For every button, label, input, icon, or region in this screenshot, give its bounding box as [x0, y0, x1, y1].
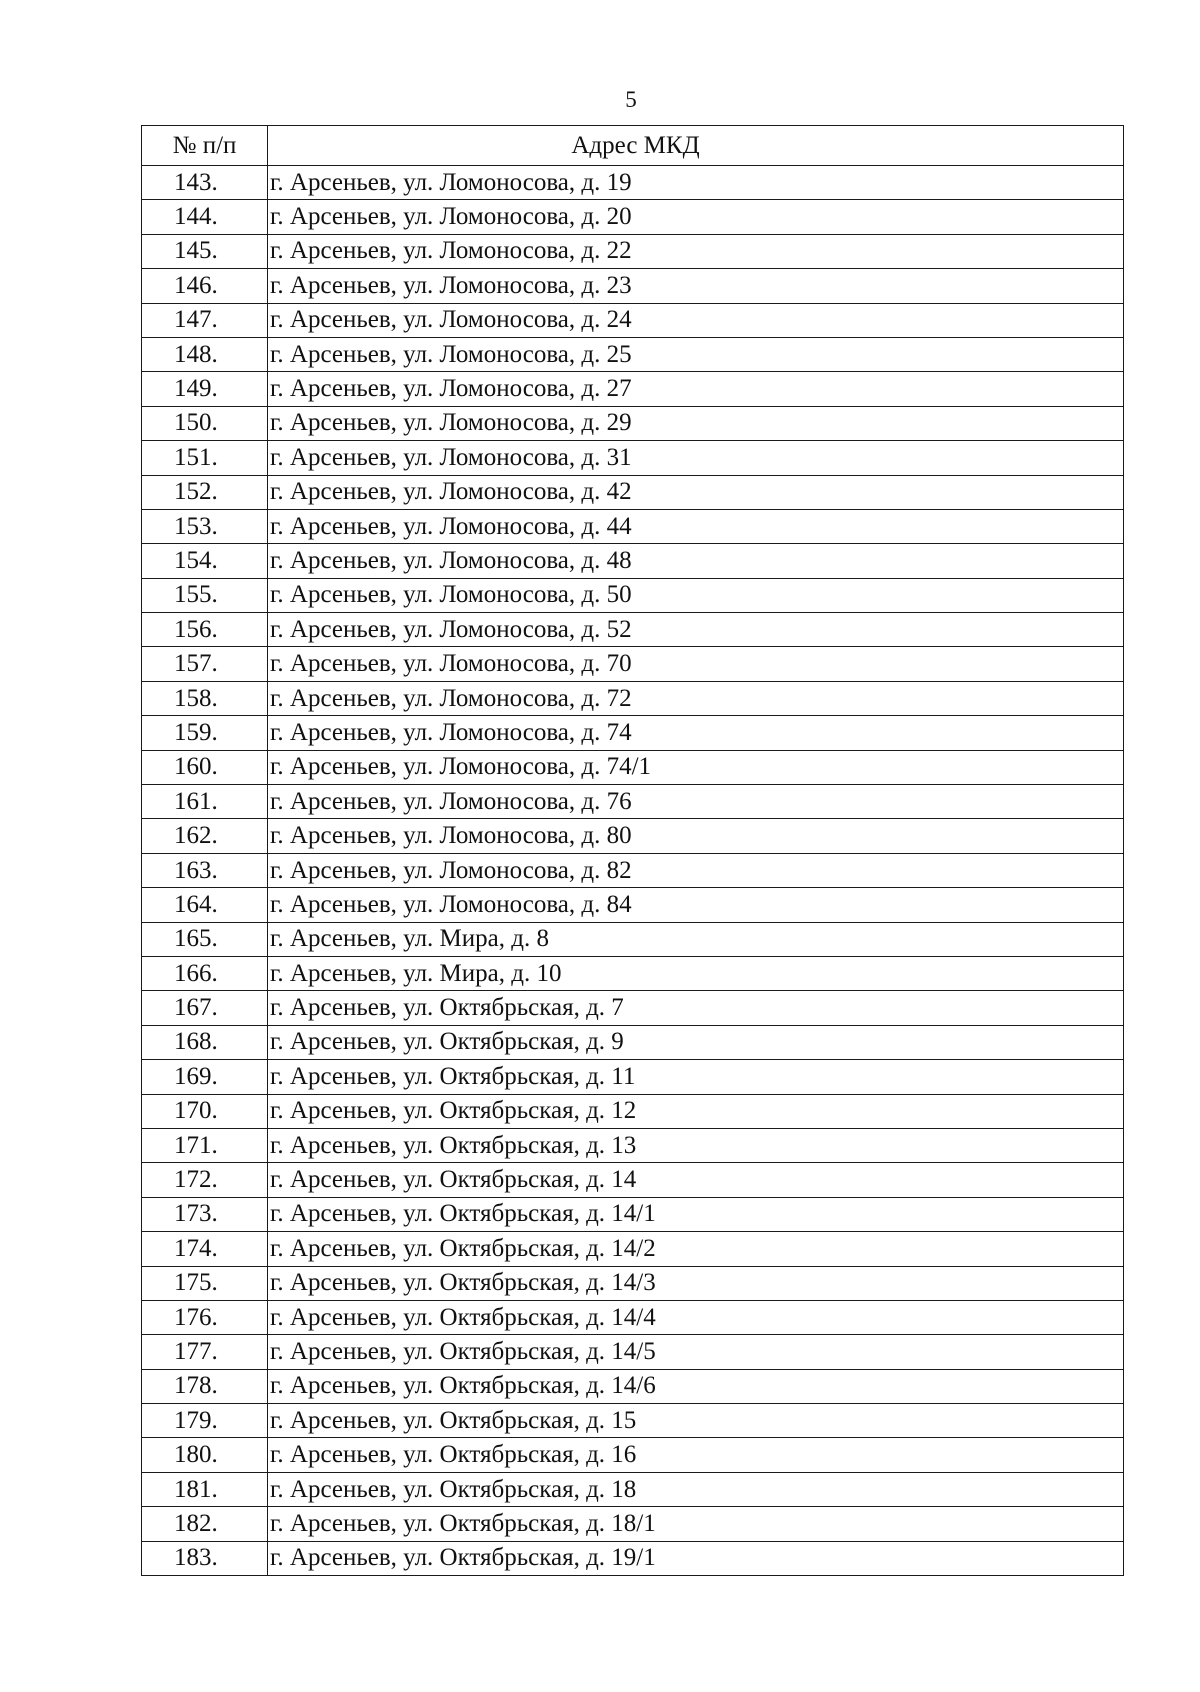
row-number-cell: 178. — [142, 1369, 268, 1403]
table-row — [142, 1025, 1124, 1059]
address-cell: г. Арсеньев, ул. Октябрьская, д. 19/1 — [268, 1541, 1124, 1575]
address-cell: г. Арсеньев, ул. Ломоносова, д. 19 — [268, 166, 1124, 200]
address-cell: г. Арсеньев, ул. Октябрьская, д. 12 — [268, 1094, 1124, 1128]
table-row — [142, 1404, 1124, 1438]
address-cell: г. Арсеньев, ул. Октябрьская, д. 14/4 — [268, 1300, 1124, 1334]
table-row — [142, 166, 1124, 200]
row-number-cell: 144. — [142, 200, 268, 234]
address-cell: г. Арсеньев, ул. Ломоносова, д. 27 — [268, 372, 1124, 406]
address-cell: г. Арсеньев, ул. Ломоносова, д. 29 — [268, 406, 1124, 440]
row-number-cell: 163. — [142, 853, 268, 887]
address-cell: г. Арсеньев, ул. Ломоносова, д. 24 — [268, 303, 1124, 337]
table-row — [142, 406, 1124, 440]
address-cell: г. Арсеньев, ул. Ломоносова, д. 70 — [268, 647, 1124, 681]
table-header-row — [142, 126, 1124, 166]
row-number-cell: 158. — [142, 681, 268, 715]
table-row — [142, 681, 1124, 715]
address-cell: г. Арсеньев, ул. Ломоносова, д. 80 — [268, 819, 1124, 853]
row-number-cell: 180. — [142, 1438, 268, 1472]
table-row — [142, 372, 1124, 406]
address-cell: г. Арсеньев, ул. Ломоносова, д. 82 — [268, 853, 1124, 887]
row-number-cell: 166. — [142, 956, 268, 990]
row-number-cell: 159. — [142, 716, 268, 750]
table-row — [142, 1094, 1124, 1128]
table-row — [142, 1541, 1124, 1575]
row-number-cell: 150. — [142, 406, 268, 440]
row-number-cell: 147. — [142, 303, 268, 337]
row-number-cell: 164. — [142, 888, 268, 922]
row-number-cell: 167. — [142, 991, 268, 1025]
row-number-cell: 152. — [142, 475, 268, 509]
table-row — [142, 1507, 1124, 1541]
address-cell: г. Арсеньев, ул. Октябрьская, д. 14/5 — [268, 1335, 1124, 1369]
table-row — [142, 1369, 1124, 1403]
table-row — [142, 578, 1124, 612]
table-row — [142, 956, 1124, 990]
table-row — [142, 785, 1124, 819]
table-row — [142, 647, 1124, 681]
address-cell: г. Арсеньев, ул. Ломоносова, д. 76 — [268, 785, 1124, 819]
row-number-cell: 151. — [142, 441, 268, 475]
table-row — [142, 819, 1124, 853]
table-row — [142, 991, 1124, 1025]
table-row — [142, 853, 1124, 887]
address-cell: г. Арсеньев, ул. Октябрьская, д. 18/1 — [268, 1507, 1124, 1541]
row-number-cell: 145. — [142, 234, 268, 268]
address-cell: г. Арсеньев, ул. Октябрьская, д. 18 — [268, 1472, 1124, 1506]
row-number-cell: 172. — [142, 1163, 268, 1197]
row-number-cell: 169. — [142, 1060, 268, 1094]
table-row — [142, 269, 1124, 303]
address-cell: г. Арсеньев, ул. Ломоносова, д. 44 — [268, 509, 1124, 543]
table-row — [142, 1128, 1124, 1162]
row-number-cell: 182. — [142, 1507, 268, 1541]
row-number-cell: 165. — [142, 922, 268, 956]
address-cell: г. Арсеньев, ул. Октябрьская, д. 11 — [268, 1060, 1124, 1094]
row-number-cell: 162. — [142, 819, 268, 853]
table-row — [142, 1335, 1124, 1369]
address-cell: г. Арсеньев, ул. Октябрьская, д. 14/1 — [268, 1197, 1124, 1231]
row-number-cell: 181. — [142, 1472, 268, 1506]
row-number-cell: 179. — [142, 1404, 268, 1438]
table-row — [142, 1266, 1124, 1300]
row-number-cell: 154. — [142, 544, 268, 578]
row-number-cell: 148. — [142, 337, 268, 371]
row-number-cell: 155. — [142, 578, 268, 612]
row-number-cell: 168. — [142, 1025, 268, 1059]
table-row — [142, 922, 1124, 956]
address-cell: г. Арсеньев, ул. Октябрьская, д. 14/3 — [268, 1266, 1124, 1300]
row-number-cell: 149. — [142, 372, 268, 406]
address-cell: г. Арсеньев, ул. Октябрьская, д. 14 — [268, 1163, 1124, 1197]
table-row — [142, 613, 1124, 647]
table-row — [142, 1300, 1124, 1334]
table-row — [142, 1232, 1124, 1266]
row-number-cell: 175. — [142, 1266, 268, 1300]
table-row — [142, 1438, 1124, 1472]
address-cell: г. Арсеньев, ул. Октябрьская, д. 15 — [268, 1404, 1124, 1438]
table-row — [142, 1472, 1124, 1506]
address-cell: г. Арсеньев, ул. Ломоносова, д. 25 — [268, 337, 1124, 371]
address-cell: г. Арсеньев, ул. Октябрьская, д. 14/6 — [268, 1369, 1124, 1403]
address-cell: г. Арсеньев, ул. Ломоносова, д. 22 — [268, 234, 1124, 268]
table-row — [142, 303, 1124, 337]
address-cell: г. Арсеньев, ул. Ломоносова, д. 74/1 — [268, 750, 1124, 784]
row-number-cell: 160. — [142, 750, 268, 784]
row-number-cell: 146. — [142, 269, 268, 303]
table-row — [142, 337, 1124, 371]
table-row — [142, 1163, 1124, 1197]
table-row — [142, 234, 1124, 268]
table-body — [142, 166, 1124, 1576]
address-cell: г. Арсеньев, ул. Октябрьская, д. 16 — [268, 1438, 1124, 1472]
address-cell: г. Арсеньев, ул. Октябрьская, д. 14/2 — [268, 1232, 1124, 1266]
table-row — [142, 544, 1124, 578]
row-number-cell: 171. — [142, 1128, 268, 1162]
row-number-cell: 177. — [142, 1335, 268, 1369]
table-row — [142, 716, 1124, 750]
table-row — [142, 1197, 1124, 1231]
address-cell: г. Арсеньев, ул. Октябрьская, д. 7 — [268, 991, 1124, 1025]
address-cell: г. Арсеньев, ул. Ломоносова, д. 84 — [268, 888, 1124, 922]
row-number-cell: 174. — [142, 1232, 268, 1266]
address-table — [141, 125, 1124, 1576]
address-cell: г. Арсеньев, ул. Мира, д. 10 — [268, 956, 1124, 990]
column-header-address: Адрес МКД — [268, 126, 1124, 166]
row-number-cell: 153. — [142, 509, 268, 543]
row-number-cell: 170. — [142, 1094, 268, 1128]
address-cell: г. Арсеньев, ул. Ломоносова, д. 20 — [268, 200, 1124, 234]
table-row — [142, 200, 1124, 234]
row-number-cell: 176. — [142, 1300, 268, 1334]
address-cell: г. Арсеньев, ул. Ломоносова, д. 52 — [268, 613, 1124, 647]
address-cell: г. Арсеньев, ул. Октябрьская, д. 13 — [268, 1128, 1124, 1162]
column-header-number: № п/п — [142, 126, 268, 166]
table-row — [142, 750, 1124, 784]
table-row — [142, 509, 1124, 543]
row-number-cell: 183. — [142, 1541, 268, 1575]
row-number-cell: 173. — [142, 1197, 268, 1231]
address-cell: г. Арсеньев, ул. Ломоносова, д. 42 — [268, 475, 1124, 509]
row-number-cell: 161. — [142, 785, 268, 819]
address-cell: г. Арсеньев, ул. Ломоносова, д. 31 — [268, 441, 1124, 475]
address-cell: г. Арсеньев, ул. Ломоносова, д. 72 — [268, 681, 1124, 715]
row-number-cell: 143. — [142, 166, 268, 200]
table-row — [142, 475, 1124, 509]
table-row — [142, 888, 1124, 922]
table-row — [142, 441, 1124, 475]
address-cell: г. Арсеньев, ул. Октябрьская, д. 9 — [268, 1025, 1124, 1059]
address-cell: г. Арсеньев, ул. Мира, д. 8 — [268, 922, 1124, 956]
address-cell: г. Арсеньев, ул. Ломоносова, д. 50 — [268, 578, 1124, 612]
address-cell: г. Арсеньев, ул. Ломоносова, д. 74 — [268, 716, 1124, 750]
address-cell: г. Арсеньев, ул. Ломоносова, д. 23 — [268, 269, 1124, 303]
address-cell: г. Арсеньев, ул. Ломоносова, д. 48 — [268, 544, 1124, 578]
page-number: 5 — [625, 87, 637, 112]
row-number-cell: 156. — [142, 613, 268, 647]
table-row — [142, 1060, 1124, 1094]
row-number-cell: 157. — [142, 647, 268, 681]
